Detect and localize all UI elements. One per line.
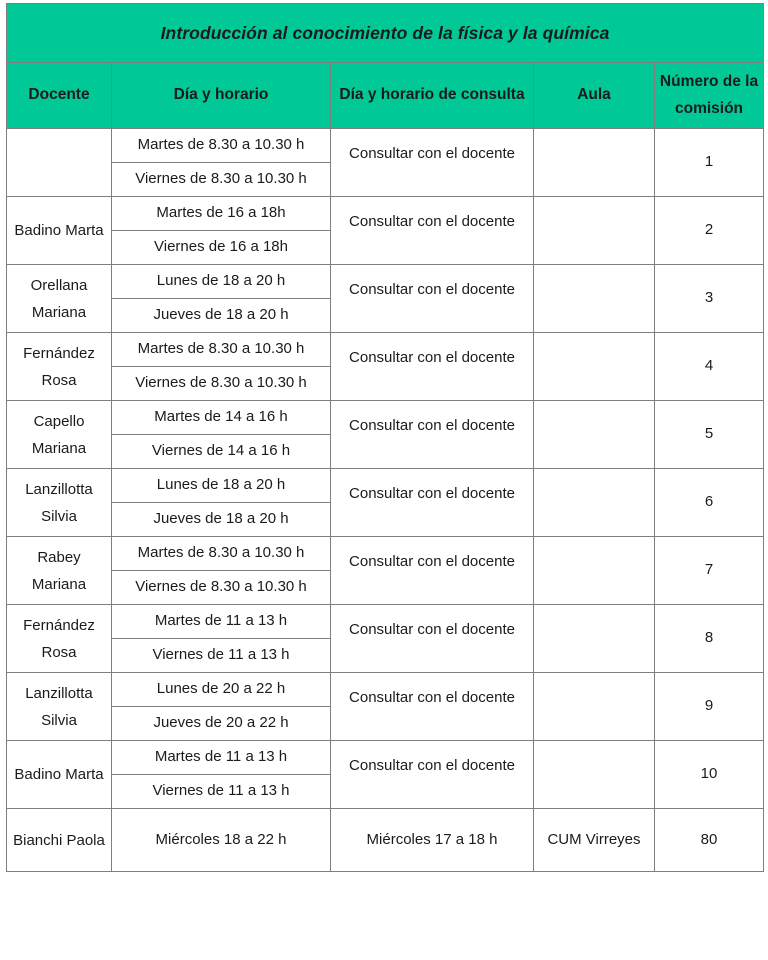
- horario-cell: Martes de 14 a 16 h: [112, 401, 331, 435]
- comision-cell: 9: [655, 673, 764, 741]
- comision-cell: 5: [655, 401, 764, 469]
- horario-cell: Martes de 8.30 a 10.30 h: [112, 537, 331, 571]
- docente-cell: Rabey Mariana: [7, 537, 112, 605]
- docente-cell: Capello Mariana: [7, 401, 112, 469]
- horario-cell: Martes de 8.30 a 10.30 h: [112, 333, 331, 367]
- comision-cell: 7: [655, 537, 764, 605]
- table-row: [7, 469, 764, 503]
- column-header-aula: Aula: [534, 63, 655, 129]
- aula-cell: [534, 605, 655, 673]
- aula-cell: [534, 333, 655, 401]
- docente-cell: Fernández Rosa: [7, 605, 112, 673]
- consulta-cell: Consultar con el docente: [331, 333, 534, 401]
- horario-cell: Lunes de 18 a 20 h: [112, 265, 331, 299]
- horario-cell: Miércoles 18 a 22 h: [112, 809, 331, 872]
- horario-cell: Jueves de 18 a 20 h: [112, 503, 331, 537]
- table-row: [7, 333, 764, 367]
- consulta-cell: Consultar con el docente: [331, 741, 534, 809]
- page-title: Introducción al conocimiento de la física y la química: [7, 4, 764, 63]
- horario-cell: Viernes de 8.30 a 10.30 h: [112, 571, 331, 605]
- page: [0, 3, 768, 960]
- table-row: [7, 265, 764, 299]
- docente-cell: Orellana Mariana: [7, 265, 112, 333]
- horario-cell: Viernes de 11 a 13 h: [112, 639, 331, 673]
- consulta-cell: Consultar con el docente: [331, 537, 534, 605]
- comision-cell: 80: [655, 809, 764, 872]
- column-header-consulta: Día y horario de consulta: [331, 63, 534, 129]
- horario-cell: Martes de 11 a 13 h: [112, 605, 331, 639]
- comision-cell: 6: [655, 469, 764, 537]
- table-row: [7, 129, 764, 163]
- title-row: [7, 4, 764, 63]
- docente-cell: Bianchi Paola: [7, 809, 112, 872]
- comision-cell: 8: [655, 605, 764, 673]
- docente-cell: Fernández Rosa: [7, 333, 112, 401]
- docente-cell: Badino Marta: [7, 741, 112, 809]
- aula-cell: [534, 469, 655, 537]
- consulta-cell: Miércoles 17 a 18 h: [331, 809, 534, 872]
- table-row: [7, 401, 764, 435]
- aula-cell: [534, 129, 655, 197]
- table-row: [7, 537, 764, 571]
- consulta-cell: Consultar con el docente: [331, 469, 534, 537]
- docente-cell: [7, 129, 112, 197]
- comision-cell: 4: [655, 333, 764, 401]
- aula-cell: CUM Virreyes: [534, 809, 655, 872]
- horario-cell: Viernes de 8.30 a 10.30 h: [112, 163, 331, 197]
- docente-cell: Lanzillotta Silvia: [7, 673, 112, 741]
- docente-cell: Lanzillotta Silvia: [7, 469, 112, 537]
- schedule-table-body: [7, 4, 764, 872]
- comision-cell: 1: [655, 129, 764, 197]
- consulta-cell: Consultar con el docente: [331, 129, 534, 197]
- consulta-cell: Consultar con el docente: [331, 265, 534, 333]
- comision-cell: 2: [655, 197, 764, 265]
- column-header-horario: Día y horario: [112, 63, 331, 129]
- consulta-cell: Consultar con el docente: [331, 673, 534, 741]
- aula-cell: [534, 741, 655, 809]
- horario-cell: Jueves de 18 a 20 h: [112, 299, 331, 333]
- horario-cell: Viernes de 14 a 16 h: [112, 435, 331, 469]
- column-header-comision: Número de la comisión: [655, 63, 764, 129]
- column-header-docente: Docente: [7, 63, 112, 129]
- table-row: [7, 673, 764, 707]
- aula-cell: [534, 401, 655, 469]
- horario-cell: Jueves de 20 a 22 h: [112, 707, 331, 741]
- table-row: [7, 809, 764, 872]
- consulta-cell: Consultar con el docente: [331, 605, 534, 673]
- horario-cell: Martes de 16 a 18h: [112, 197, 331, 231]
- horario-cell: Martes de 11 a 13 h: [112, 741, 331, 775]
- table-row: [7, 605, 764, 639]
- aula-cell: [534, 673, 655, 741]
- course-schedule-table: [6, 3, 764, 872]
- consulta-cell: Consultar con el docente: [331, 401, 534, 469]
- horario-cell: Lunes de 20 a 22 h: [112, 673, 331, 707]
- table-row: [7, 197, 764, 231]
- consulta-cell: Consultar con el docente: [331, 197, 534, 265]
- horario-cell: Lunes de 18 a 20 h: [112, 469, 331, 503]
- table-row: [7, 741, 764, 775]
- aula-cell: [534, 537, 655, 605]
- horario-cell: Viernes de 8.30 a 10.30 h: [112, 367, 331, 401]
- comision-cell: 10: [655, 741, 764, 809]
- docente-cell: Badino Marta: [7, 197, 112, 265]
- aula-cell: [534, 197, 655, 265]
- horario-cell: Martes de 8.30 a 10.30 h: [112, 129, 331, 163]
- horario-cell: Viernes de 11 a 13 h: [112, 775, 331, 809]
- header-row: [7, 63, 764, 129]
- horario-cell: Viernes de 16 a 18h: [112, 231, 331, 265]
- aula-cell: [534, 265, 655, 333]
- comision-cell: 3: [655, 265, 764, 333]
